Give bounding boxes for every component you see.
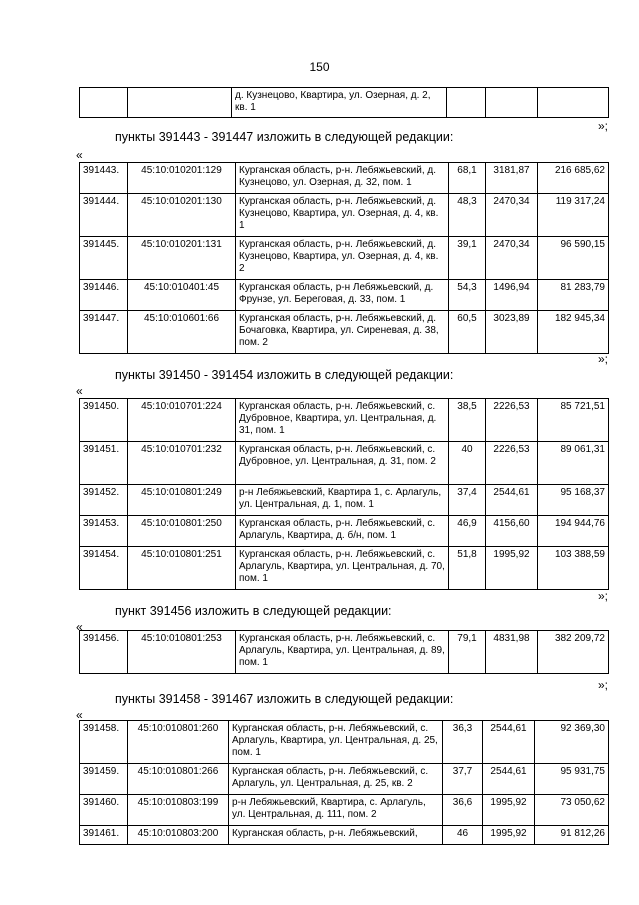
open-quote: « [76, 148, 83, 162]
open-quote: « [76, 708, 83, 722]
cell-num [80, 88, 128, 118]
page-number: 150 [309, 60, 330, 74]
cell-cadastral: 45:10:010803:200 [128, 826, 229, 845]
section-intro: пункты 391443 - 391447 изложить в следующей редакции: [115, 130, 454, 144]
cell-address: р-н Лебяжьевский, Квартира 1, с. Арлагуль, ул. Центральная, д. 1, пом. 1 [236, 485, 449, 516]
table-row [80, 311, 609, 354]
cell-num: 391454. [80, 547, 128, 590]
table-section-2 [79, 398, 609, 590]
cell-address: Курганская область, р-н. Лебяжьевский, с. Дубровное, Квартира, ул. Центральная, д. 31, пом. 1 [236, 399, 449, 442]
section-intro: пункты 391458 - 391467 изложить в следующей редакции: [115, 692, 454, 706]
cell-cadastral: 45:10:010701:224 [128, 399, 236, 442]
section-intro: пункт 391456 изложить в следующей редакции: [115, 604, 392, 618]
cell-cost: 92 369,30 [535, 721, 609, 764]
cell-price: 1995,92 [483, 795, 535, 826]
cell-num: 391452. [80, 485, 128, 516]
cell-num: 391460. [80, 795, 128, 826]
table-row [80, 547, 609, 590]
cell-cost: 382 209,72 [538, 631, 609, 674]
cell-address: Курганская область, р-н. Лебяжьевский, д. Бочаговка, Квартира, ул. Сиреневая, д. 38, пом. 2 [236, 311, 449, 354]
cell-address: Курганская область, р-н. Лебяжьевский, [229, 826, 443, 845]
table-row [80, 163, 609, 194]
table-section-3 [79, 630, 609, 674]
cell-address: Курганская область, р-н. Лебяжьевский, д. Кузнецово, Квартира, ул. Озерная, д. 4, кв. 1 [236, 194, 449, 237]
open-quote: « [76, 620, 83, 634]
table-row [80, 194, 609, 237]
cell-cost: 91 812,26 [535, 826, 609, 845]
cell-price: 2226,53 [486, 399, 538, 442]
cell-address: Курганская область, р-н. Лебяжьевский, с. Арлагуль, Квартира, д. б/н, пом. 1 [236, 516, 449, 547]
cell-num: 391447. [80, 311, 128, 354]
cell-price: 3023,89 [486, 311, 538, 354]
cell-cadastral: 45:10:010801:266 [128, 764, 229, 795]
table-section-1 [79, 162, 609, 354]
cell-address: Курганская область, р-н. Лебяжьевский, д. Кузнецово, Квартира, ул. Озерная, д. 4, кв. 2 [236, 237, 449, 280]
table-row [80, 237, 609, 280]
cell-area: 79,1 [449, 631, 486, 674]
cell-cadastral: 45:10:010801:250 [128, 516, 236, 547]
cell-address: Курганская область, р-н. Лебяжьевский, с. Арлагуль, Квартира, ул. Центральная, д. 89, пом. 1 [236, 631, 449, 674]
cell-address: Курганская область, р-н. Лебяжьевский, с. Арлагуль, Квартира, ул. Центральная, д. 25, пом. 1 [229, 721, 443, 764]
cell-cadastral: 45:10:010401:45 [128, 280, 236, 311]
cell-cost: 95 931,75 [535, 764, 609, 795]
cell-area: 39,1 [449, 237, 486, 280]
cell-price [486, 88, 538, 118]
cell-area: 37,7 [443, 764, 483, 795]
cell-num: 391459. [80, 764, 128, 795]
cell-num: 391456. [80, 631, 128, 674]
table-row [80, 795, 609, 826]
table-row [80, 721, 609, 764]
cell-num: 391445. [80, 237, 128, 280]
cell-price: 2544,61 [483, 721, 535, 764]
cell-address: р-н Лебяжьевский, Квартира, с. Арлагуль, ул. Центральная, д. 111, пом. 2 [229, 795, 443, 826]
cell-address: Курганская область, р-н. Лебяжьевский, с. Дубровное, ул. Центральная, д. 31, пом. 2 [236, 442, 449, 485]
table-row [80, 399, 609, 442]
cell-cadastral: 45:10:010201:131 [128, 237, 236, 280]
cell-area: 60,5 [449, 311, 486, 354]
cell-cadastral: 45:10:010801:260 [128, 721, 229, 764]
cell-cost: 95 168,37 [538, 485, 609, 516]
close-quote: »; [598, 678, 609, 692]
cell-cost: 103 388,59 [538, 547, 609, 590]
cell-address: Курганская область, р-н. Лебяжьевский, с. Арлагуль, ул. Центральная, д. 25, кв. 2 [229, 764, 443, 795]
cell-cadastral: 45:10:010201:129 [128, 163, 236, 194]
cell-cadastral: 45:10:010801:251 [128, 547, 236, 590]
cell-area: 54,3 [449, 280, 486, 311]
cell-cost: 216 685,62 [538, 163, 609, 194]
cell-cost: 96 590,15 [538, 237, 609, 280]
close-quote: »; [598, 119, 609, 133]
cell-area: 40 [449, 442, 486, 485]
table-row [80, 764, 609, 795]
cell-price: 1995,92 [483, 826, 535, 845]
cell-price: 1496,94 [486, 280, 538, 311]
cell-num: 391461. [80, 826, 128, 845]
table-row [80, 631, 609, 674]
cell-num: 391453. [80, 516, 128, 547]
cell-area: 46 [443, 826, 483, 845]
cell-price: 2470,34 [486, 194, 538, 237]
cell-area: 38,5 [449, 399, 486, 442]
cell-num: 391446. [80, 280, 128, 311]
cell-address: Курганская область, р-н. Лебяжьевский, д. Кузнецово, ул. Озерная, д. 32, пом. 1 [236, 163, 449, 194]
cell-price: 1995,92 [486, 547, 538, 590]
open-quote: « [76, 384, 83, 398]
close-quote: »; [598, 589, 609, 603]
cell-cost: 89 061,31 [538, 442, 609, 485]
cell-cost: 119 317,24 [538, 194, 609, 237]
cell-area: 36,3 [443, 721, 483, 764]
cell-price: 3181,87 [486, 163, 538, 194]
close-quote: »; [598, 352, 609, 366]
cell-price: 2470,34 [486, 237, 538, 280]
cell-cadastral: 45:10:010801:253 [128, 631, 236, 674]
cell-cadastral: 45:10:010803:199 [128, 795, 229, 826]
cell-cost: 194 944,76 [538, 516, 609, 547]
cell-num: 391443. [80, 163, 128, 194]
cell-price: 2544,61 [486, 485, 538, 516]
table-row [80, 516, 609, 547]
table-section-4 [79, 720, 609, 845]
cell-num: 391450. [80, 399, 128, 442]
cell-cost: 85 721,51 [538, 399, 609, 442]
cell-cost [538, 88, 609, 118]
cell-cadastral: 45:10:010601:66 [128, 311, 236, 354]
table-row [80, 442, 609, 485]
cell-num: 391444. [80, 194, 128, 237]
cell-cadastral: 45:10:010801:249 [128, 485, 236, 516]
cell-num: 391451. [80, 442, 128, 485]
cell-num: 391458. [80, 721, 128, 764]
cell-cadastral [128, 88, 232, 118]
section-intro: пункты 391450 - 391454 изложить в следующей редакции: [115, 368, 454, 382]
cell-price: 2226,53 [486, 442, 538, 485]
cell-area: 46,9 [449, 516, 486, 547]
cell-area: 51,8 [449, 547, 486, 590]
cell-price: 4156,60 [486, 516, 538, 547]
cell-cost: 81 283,79 [538, 280, 609, 311]
cell-price: 4831,98 [486, 631, 538, 674]
cell-area: 48,3 [449, 194, 486, 237]
cell-cadastral: 45:10:010701:232 [128, 442, 236, 485]
cell-cadastral: 45:10:010201:130 [128, 194, 236, 237]
table-row [80, 826, 609, 845]
cell-address: д. Кузнецово, Квартира, ул. Озерная, д. 2, кв. 1 [232, 88, 447, 118]
cell-area [447, 88, 486, 118]
cell-cost: 73 050,62 [535, 795, 609, 826]
cell-area: 37,4 [449, 485, 486, 516]
cell-price: 2544,61 [483, 764, 535, 795]
cell-area: 36,6 [443, 795, 483, 826]
cell-area: 68,1 [449, 163, 486, 194]
table-row [80, 88, 609, 118]
table-fragment-top [79, 87, 609, 118]
table-row [80, 485, 609, 516]
table-row [80, 280, 609, 311]
cell-address: Курганская область, р-н Лебяжьевский, д. Фрунзе, ул. Береговая, д. 33, пом. 1 [236, 280, 449, 311]
cell-address: Курганская область, р-н. Лебяжьевский, с. Арлагуль, Квартира, ул. Центральная, д. 70, пом. 1 [236, 547, 449, 590]
cell-cost: 182 945,34 [538, 311, 609, 354]
